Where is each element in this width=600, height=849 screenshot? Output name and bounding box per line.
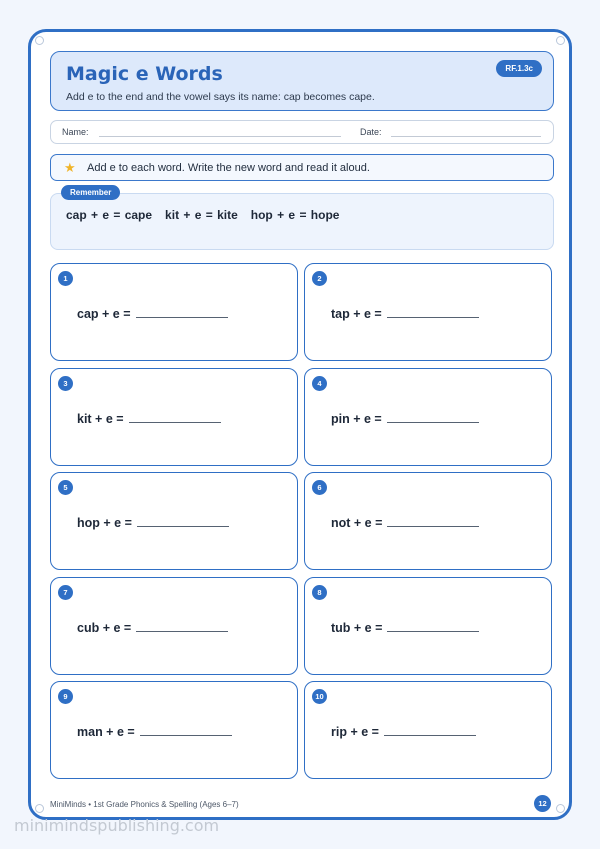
item-prompt: cap + e = (77, 307, 228, 321)
answer-blank[interactable] (136, 308, 228, 318)
item-prompt: man + e = (77, 725, 232, 739)
worksheet-page (28, 29, 572, 820)
answer-blank[interactable] (384, 726, 476, 736)
answer-blank[interactable] (387, 413, 479, 423)
answer-blank[interactable] (129, 413, 221, 423)
item-number: 10 (312, 689, 327, 704)
name-field[interactable] (99, 136, 341, 137)
answer-blank[interactable] (387, 622, 479, 632)
exercise-card (304, 681, 552, 779)
remember-example: cap + e = cape kit + e = kite hop + e = hope (66, 208, 340, 222)
item-prompt: rip + e = (331, 725, 476, 739)
exercise-card (50, 368, 298, 466)
item-prompt: cub + e = (77, 621, 228, 635)
item-number: 5 (58, 480, 73, 495)
answer-blank[interactable] (136, 622, 228, 632)
item-number: 3 (58, 376, 73, 391)
page-subtitle: Add e to the end and the vowel says its name: cap becomes cape. (66, 91, 375, 103)
corner-dot-bottom-right (556, 804, 565, 813)
item-prompt: hop + e = (77, 516, 229, 530)
item-prompt: tub + e = (331, 621, 479, 635)
exercise-card (50, 263, 298, 361)
item-prompt: pin + e = (331, 412, 479, 426)
item-prompt: kit + e = (77, 412, 221, 426)
answer-blank[interactable] (387, 517, 479, 527)
item-prompt: tap + e = (331, 307, 479, 321)
instruction-box (50, 154, 554, 181)
corner-dot-top-left (35, 36, 44, 45)
page-title: Magic e Words (66, 63, 223, 85)
title-banner (50, 51, 554, 111)
item-number: 4 (312, 376, 327, 391)
corner-dot-top-right (556, 36, 565, 45)
watermark: minimindspublishing.com (14, 816, 220, 835)
date-label: Date: (360, 127, 382, 137)
remember-box (50, 193, 554, 250)
standard-badge: RF.1.3c (496, 60, 542, 77)
footer-text: MiniMinds • 1st Grade Phonics & Spelling (Ages 6–7) (50, 800, 239, 809)
name-date-bar (50, 120, 554, 144)
answer-blank[interactable] (137, 517, 229, 527)
exercise-card (50, 577, 298, 675)
item-number: 7 (58, 585, 73, 600)
exercise-card (304, 368, 552, 466)
exercise-card (50, 472, 298, 570)
star-icon: ★ (64, 160, 76, 175)
date-field[interactable] (391, 136, 541, 137)
item-number: 1 (58, 271, 73, 286)
instruction-text: Add e to each word. Write the new word and read it aloud. (87, 162, 370, 174)
item-number: 6 (312, 480, 327, 495)
exercise-card (304, 263, 552, 361)
page-number: 12 (534, 795, 551, 812)
item-number: 2 (312, 271, 327, 286)
item-number: 9 (58, 689, 73, 704)
name-label: Name: (62, 127, 89, 137)
item-number: 8 (312, 585, 327, 600)
remember-label: Remember (61, 185, 120, 200)
exercise-card (50, 681, 298, 779)
answer-blank[interactable] (140, 726, 232, 736)
answer-blank[interactable] (387, 308, 479, 318)
item-prompt: not + e = (331, 516, 479, 530)
corner-dot-bottom-left (35, 804, 44, 813)
exercise-card (304, 577, 552, 675)
exercise-card (304, 472, 552, 570)
